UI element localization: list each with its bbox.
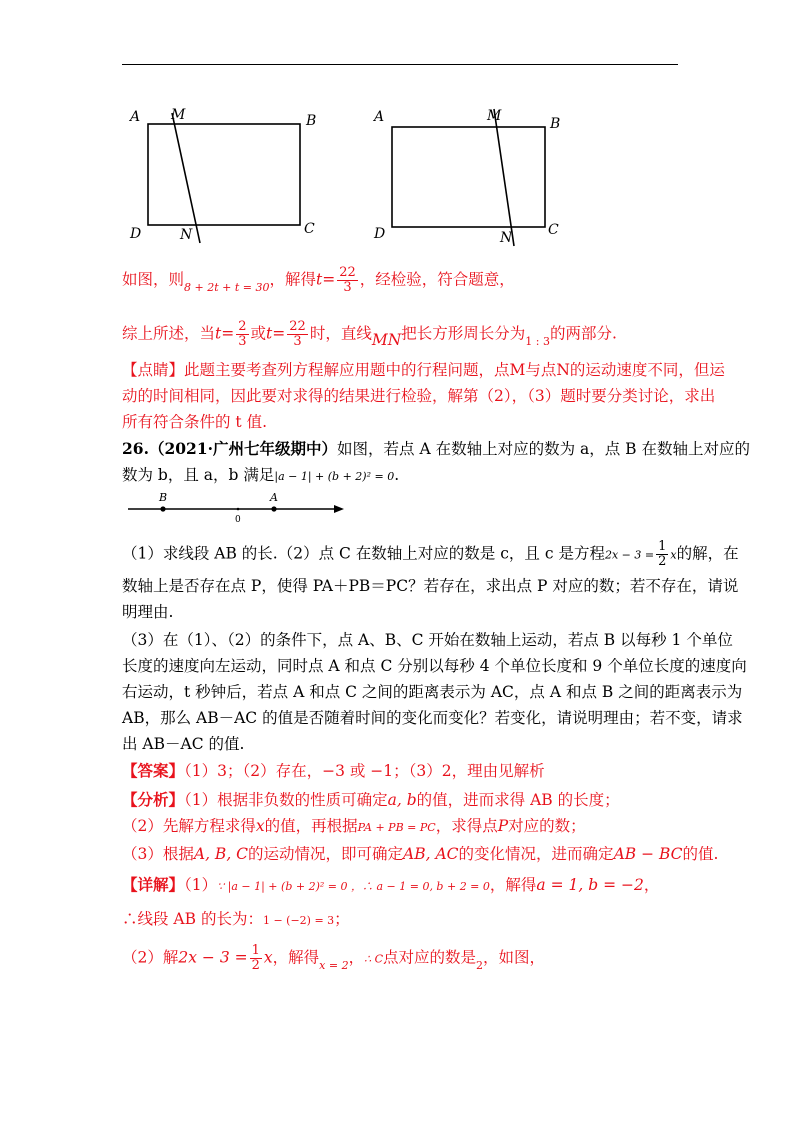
dianjing-line-2: 动的时间相同，因此要对求得的结果进行检验，解第（2），（3）题时要分类讨论，求出 bbox=[122, 387, 716, 405]
text: ， bbox=[643, 876, 660, 894]
math: 1 − (−2) = 3 bbox=[262, 914, 335, 927]
var: MN bbox=[371, 330, 402, 349]
text: . bbox=[394, 466, 400, 484]
text: 的运动情况，即可确定 bbox=[248, 845, 404, 863]
fraction bbox=[250, 944, 262, 973]
line-mn bbox=[494, 109, 514, 246]
text: ， bbox=[348, 948, 365, 967]
math: a = 1, b = −2 bbox=[536, 876, 644, 894]
text: 点对应的数是 bbox=[383, 948, 477, 967]
math: P bbox=[497, 817, 509, 835]
detail-line-2 bbox=[122, 908, 350, 932]
equals: = bbox=[272, 324, 286, 343]
text: （2）先解方程求得 bbox=[122, 817, 256, 835]
question-number: 26. bbox=[122, 439, 149, 458]
question-line-8: 右运动，t 秒钟后，若点 A 和点 C 之间的距离表示为 AC，点 A 和点 B 之间的距离表示为 bbox=[122, 683, 743, 701]
label-a: A bbox=[270, 491, 278, 504]
text: 把长方形周长分为 bbox=[401, 324, 526, 343]
numerator: 2 bbox=[238, 319, 247, 334]
equation: 8 + 2t + t = 30 bbox=[184, 280, 270, 294]
label-n: N bbox=[500, 230, 513, 246]
math: x bbox=[255, 817, 265, 835]
dianjing-line-3: 所有符合条件的 t 值. bbox=[122, 413, 268, 431]
label-b: B bbox=[159, 491, 168, 504]
math: ∴ C bbox=[364, 952, 384, 966]
text: ，求得点 bbox=[435, 817, 498, 835]
point-b bbox=[160, 506, 165, 511]
label-b: B bbox=[550, 116, 561, 132]
text: ，解得 bbox=[269, 270, 316, 289]
point-zero bbox=[237, 508, 240, 511]
text: 数为 b，且 a，b 满足 bbox=[122, 466, 275, 484]
text: 的解，在 bbox=[676, 544, 739, 563]
question-line-9: AB，那么 AB－AC 的值是否随着时间的变化而变化？若变化，请说明理由；若不变，请求 bbox=[122, 709, 743, 727]
math: a, b bbox=[387, 791, 417, 809]
detail-line-3 bbox=[122, 944, 545, 973]
equation: 2x − 3 = bbox=[604, 548, 655, 562]
denominator: 3 bbox=[238, 334, 247, 349]
question-line-7: 长度的速度向左运动，同时点 A 和点 C 分别以每秒 4 个单位长度和 9 个单位长度的速度向 bbox=[122, 657, 747, 675]
text: ，解得 bbox=[489, 876, 537, 894]
math: PA + PB = PC bbox=[357, 821, 436, 834]
var: t bbox=[316, 270, 323, 289]
ratio: 1 : 3 bbox=[525, 334, 550, 348]
text: （1）根据非负数的性质可确定 bbox=[184, 791, 388, 809]
line-mn bbox=[172, 113, 200, 243]
answer-line bbox=[122, 760, 545, 782]
label-d: D bbox=[130, 226, 142, 242]
rectangle-abcd bbox=[148, 124, 300, 225]
detail-label: 【详解】 bbox=[122, 875, 185, 894]
equals: = bbox=[322, 270, 336, 289]
math: ∵ |a − 1| + (b + 2)² = 0 ，∴ a − 1 = 0, b + 2 = 0 bbox=[217, 880, 490, 893]
var: t bbox=[215, 324, 222, 343]
figure-rectangle-2 bbox=[370, 100, 580, 250]
equation: x bbox=[670, 548, 677, 562]
figure-rectangle-1 bbox=[124, 100, 334, 250]
math: 2x − 3 = bbox=[178, 948, 248, 967]
text: 综上所述，当 bbox=[122, 324, 216, 343]
analysis-line-2 bbox=[122, 815, 586, 839]
label-b: B bbox=[306, 113, 317, 129]
solution-line-1 bbox=[122, 266, 515, 295]
text: （1） bbox=[184, 876, 218, 894]
denominator: 3 bbox=[293, 334, 302, 349]
text: 时，直线 bbox=[309, 324, 372, 343]
question-line-6: （3）在（1）、（2）的条件下，点 A、B、C 开始在数轴上运动，若点 B 以每秒 1 个单位 bbox=[122, 631, 733, 649]
math: A, B, C bbox=[193, 845, 249, 863]
denominator: 2 bbox=[658, 554, 667, 569]
numerator: 22 bbox=[339, 265, 356, 280]
text: 对应的数； bbox=[508, 817, 586, 835]
label-c: C bbox=[548, 222, 559, 238]
text: 的两部分. bbox=[550, 324, 617, 343]
equals: = bbox=[221, 324, 235, 343]
question-line-2 bbox=[122, 464, 399, 488]
math: 2 bbox=[476, 958, 484, 972]
analysis-line-3 bbox=[122, 843, 718, 865]
question-line-3 bbox=[122, 540, 739, 569]
text: ； bbox=[334, 910, 350, 928]
label-zero: 0 bbox=[235, 515, 241, 525]
dianjing-line-1: 【点睛】此题主要考查列方程解应用题中的行程问题，点M与点N的运动速度不同，但运 bbox=[122, 361, 725, 379]
arrow-head bbox=[334, 505, 344, 513]
math: x = 2 bbox=[319, 958, 349, 972]
label-m: M bbox=[171, 107, 186, 123]
denominator: 3 bbox=[343, 280, 352, 295]
denominator: 2 bbox=[251, 958, 260, 973]
text: 或 bbox=[250, 324, 267, 343]
fraction bbox=[656, 540, 668, 569]
text: （2）解 bbox=[122, 948, 179, 967]
math: AB, AC bbox=[403, 845, 459, 863]
number-line-figure bbox=[122, 486, 352, 526]
fraction bbox=[337, 266, 358, 295]
solution-line-2 bbox=[122, 320, 617, 349]
fraction bbox=[236, 320, 248, 349]
label-m: M bbox=[487, 108, 502, 124]
text: 的值. bbox=[682, 845, 719, 863]
question-line-5: 明理由. bbox=[122, 603, 174, 621]
math: x bbox=[263, 948, 273, 967]
text: ，解得 bbox=[272, 948, 320, 967]
label-d: D bbox=[374, 226, 386, 242]
label-a: A bbox=[374, 109, 385, 125]
answer-label: 【答案】 bbox=[122, 761, 185, 780]
label-a: A bbox=[130, 109, 141, 125]
label-c: C bbox=[304, 221, 315, 237]
header-rule bbox=[122, 64, 678, 65]
text: 的值，再根据 bbox=[264, 817, 358, 835]
label-n: N bbox=[180, 227, 193, 243]
text: （1）求线段 AB 的长.（2）点 C 在数轴上对应的数是 c，且 c 是方程 bbox=[122, 544, 605, 563]
question-line-1 bbox=[122, 438, 750, 460]
var: t bbox=[266, 324, 273, 343]
question-source: （2021·广州七年级期中） bbox=[148, 439, 338, 458]
text: （3）根据 bbox=[122, 845, 194, 863]
text: 如图，若点 A 在数轴上对应的数为 a，点 B 在数轴上对应的 bbox=[337, 440, 750, 458]
numerator: 22 bbox=[289, 319, 306, 334]
text: 如图，则 bbox=[122, 270, 185, 289]
analysis-label: 【分析】 bbox=[122, 790, 185, 809]
math: AB − BC bbox=[613, 845, 683, 863]
rectangle-abcd bbox=[392, 127, 545, 227]
text: ∴线段 AB 的长为： bbox=[122, 910, 263, 928]
text: ，如图， bbox=[483, 948, 546, 967]
numerator: 1 bbox=[251, 943, 260, 958]
text: 的变化情况，进而确定 bbox=[458, 845, 614, 863]
fraction bbox=[287, 320, 308, 349]
point-a bbox=[271, 506, 276, 511]
text: ，经检验，符合题意， bbox=[359, 270, 515, 289]
detail-line-1 bbox=[122, 874, 659, 898]
question-line-4: 数轴上是否存在点 P，使得 PA＋PB＝PC？若存在，求出点 P 对应的数；若不存在，请说 bbox=[122, 577, 739, 595]
question-line-10: 出 AB－AC 的值. bbox=[122, 735, 245, 753]
equation: |a − 1| + (b + 2)² = 0 bbox=[274, 470, 395, 483]
text: 的值，进而求得 AB 的长度； bbox=[416, 791, 620, 809]
analysis-line-1 bbox=[122, 789, 620, 811]
numerator: 1 bbox=[658, 539, 667, 554]
answer-body: （1）3；（2）存在，−3 或 −1；（3）2，理由见解析 bbox=[184, 762, 545, 780]
